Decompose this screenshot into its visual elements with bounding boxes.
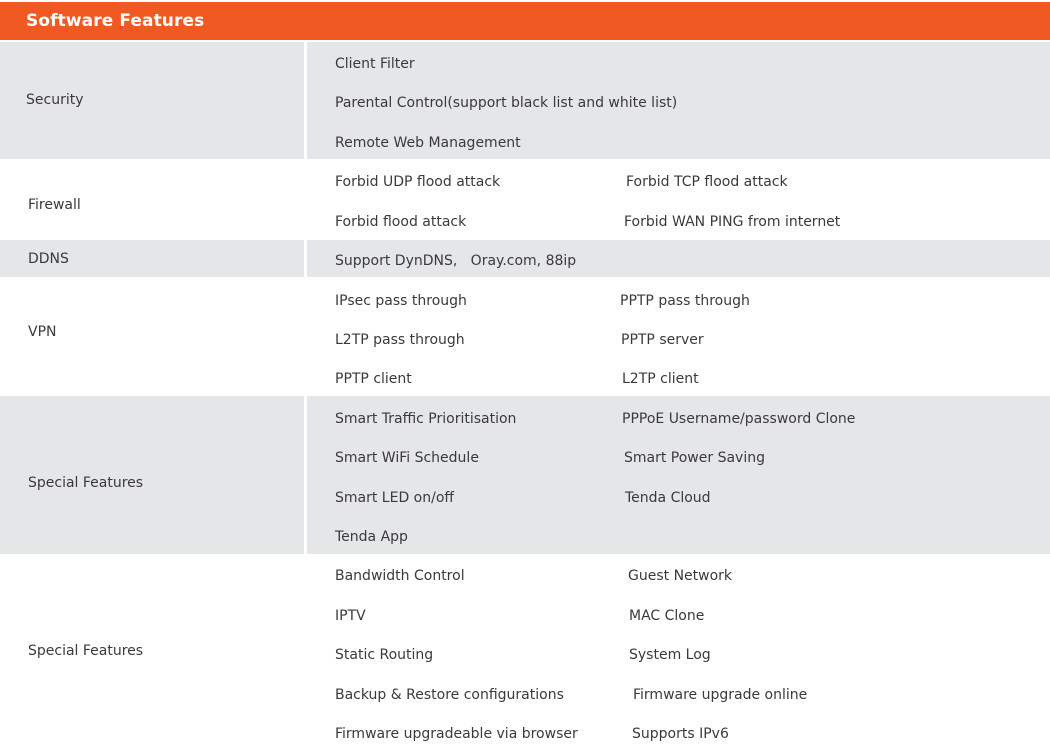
feature-item: PPPoE Username/password Clone — [622, 411, 856, 427]
feature-row-ddns — [0, 240, 1050, 277]
feature-item: PPTP client — [335, 371, 412, 387]
feature-item: Client Filter — [335, 56, 415, 72]
section-title: Software Features — [26, 11, 205, 31]
feature-item: System Log — [629, 647, 711, 663]
column-divider — [304, 396, 307, 554]
column-divider — [304, 42, 307, 159]
feature-item: Forbid WAN PING from internet — [624, 214, 841, 230]
row-label: VPN — [28, 324, 57, 340]
feature-item: Smart LED on/off — [335, 490, 455, 506]
feature-item: IPTV — [335, 608, 366, 624]
row-label: Special Features — [28, 475, 144, 491]
row-label: Security — [26, 92, 84, 108]
feature-row-special-features-2 — [0, 554, 1050, 753]
feature-item: Supports IPv6 — [632, 726, 729, 742]
feature-item: Support DynDNS, Oray.com, 88ip — [335, 253, 577, 269]
feature-item: Guest Network — [628, 568, 733, 584]
row-label: DDNS — [28, 251, 69, 267]
feature-item: Forbid flood attack — [335, 214, 467, 230]
feature-item: MAC Clone — [629, 608, 705, 624]
feature-item: Firmware upgradeable via browser — [335, 726, 578, 742]
feature-row-special-features-1 — [0, 396, 1050, 554]
feature-item: Tenda App — [335, 529, 408, 545]
column-divider — [304, 240, 307, 277]
feature-item: Bandwidth Control — [335, 568, 465, 584]
feature-item: Firmware upgrade online — [633, 687, 808, 703]
feature-item: Static Routing — [335, 647, 434, 663]
feature-item: Smart Traffic Prioritisation — [335, 411, 517, 427]
feature-item: L2TP client — [622, 371, 699, 387]
feature-row-firewall — [0, 159, 1050, 240]
feature-item: Smart WiFi Schedule — [335, 450, 479, 466]
feature-item: Forbid UDP flood attack — [335, 174, 501, 190]
feature-item: PPTP pass through — [620, 293, 750, 309]
feature-item: Parental Control(support black list and white list) — [335, 95, 678, 111]
feature-item: L2TP pass through — [335, 332, 465, 348]
column-divider — [304, 277, 307, 396]
feature-item: Tenda Cloud — [625, 490, 711, 506]
feature-item: Remote Web Management — [335, 135, 521, 151]
feature-row-vpn — [0, 277, 1050, 396]
feature-item: PPTP server — [621, 332, 704, 348]
column-divider — [304, 554, 307, 753]
feature-item: Backup & Restore configurations — [335, 687, 564, 703]
column-divider — [304, 159, 307, 240]
feature-item: Forbid TCP flood attack — [626, 174, 788, 190]
feature-item: Smart Power Saving — [624, 450, 765, 466]
feature-item: IPsec pass through — [335, 293, 467, 309]
feature-row-security — [0, 42, 1050, 159]
row-label: Firewall — [28, 197, 81, 213]
section-header — [0, 2, 1050, 40]
row-label: Special Features — [28, 643, 144, 659]
